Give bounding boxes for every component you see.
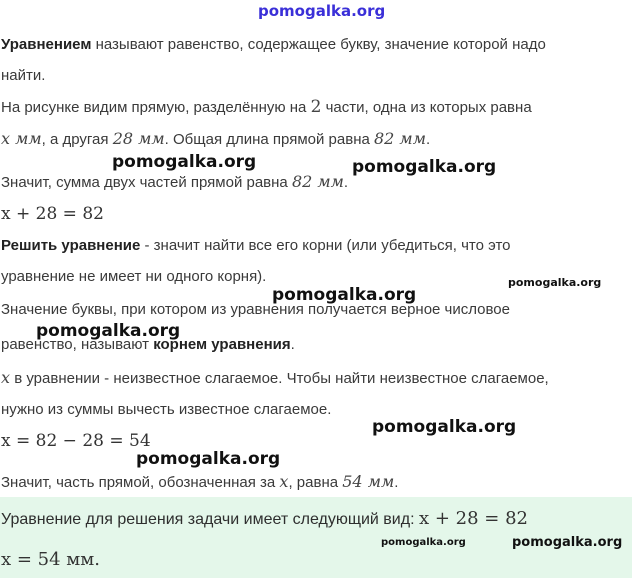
watermark-top: pomogalka.org bbox=[258, 2, 386, 20]
solve-continuation: уравнение не имеет ни одного корня). bbox=[1, 268, 267, 285]
root-text: Значение буквы, при котором из уравнения получается верное числовое bbox=[1, 301, 510, 318]
figure-text: , а другая bbox=[41, 131, 113, 148]
addend-line-1 bbox=[1, 368, 549, 389]
watermark: pomogalka.org bbox=[508, 276, 602, 289]
definition-line-1 bbox=[1, 35, 546, 55]
addend-continuation: нужно из суммы вычесть известное слагаемое. bbox=[1, 401, 332, 418]
watermark: pomogalka.org bbox=[381, 537, 466, 548]
equation-1: x + 28 = 82 bbox=[1, 204, 104, 224]
result-value: 54 мм bbox=[342, 472, 395, 491]
answer-line-1 bbox=[1, 508, 528, 530]
sum-text: Значит, сумма двух частей прямой равна bbox=[1, 174, 292, 191]
root-line-1 bbox=[1, 300, 510, 320]
result-text: . bbox=[394, 474, 399, 491]
answer-label: Уравнение для решения задачи имеет следующий вид: bbox=[1, 511, 419, 528]
sum-text: . bbox=[343, 174, 349, 191]
addend-text: в уравнении - неизвестное слагаемое. Чтобы найти неизвестное слагаемое, bbox=[10, 370, 549, 387]
watermark: pomogalka.org bbox=[512, 535, 623, 550]
result-line bbox=[1, 472, 398, 493]
answer-result-text: x = 54 мм. bbox=[1, 549, 101, 570]
addend-line-2 bbox=[1, 400, 331, 420]
variable-x: x bbox=[1, 368, 11, 387]
root-text: . bbox=[290, 336, 295, 353]
term-root: корнем уравнения bbox=[153, 336, 291, 353]
sum-value: 82 мм bbox=[291, 172, 344, 191]
solve-text: - значит найти все его корни (или убедиться, что это bbox=[140, 237, 511, 254]
watermark: pomogalka.org bbox=[112, 152, 257, 172]
part-28-value: 28 мм bbox=[112, 129, 165, 148]
definition-text: называют равенство, содержащее букву, значение которой надо bbox=[91, 36, 546, 53]
result-text: Значит, часть прямой, обозначенная за bbox=[1, 474, 280, 491]
solve-line-1 bbox=[1, 236, 511, 256]
parts-count: 2 bbox=[310, 97, 322, 117]
answer-equation: x + 28 = 82 bbox=[418, 508, 528, 529]
figure-line-2 bbox=[1, 129, 430, 150]
watermark: pomogalka.org bbox=[372, 417, 517, 437]
figure-text: . Общая длина прямой равна bbox=[164, 131, 374, 148]
watermark: pomogalka.org bbox=[36, 321, 181, 341]
watermark: pomogalka.org bbox=[352, 157, 497, 177]
solve-line-2 bbox=[1, 267, 266, 287]
answer-result bbox=[1, 549, 100, 571]
figure-text: . bbox=[425, 131, 431, 148]
term-solve-equation: Решить уравнение bbox=[1, 237, 141, 254]
equation-2: x = 82 − 28 = 54 bbox=[1, 431, 151, 451]
figure-text: На рисунке видим прямую, разделённую на bbox=[1, 99, 311, 116]
part-x-value: x мм bbox=[1, 129, 42, 148]
figure-text: части, одна из которых равна bbox=[321, 99, 532, 116]
total-length-value: 82 мм bbox=[373, 129, 426, 148]
figure-line-1 bbox=[1, 97, 532, 118]
result-text: , равна bbox=[288, 474, 343, 491]
sum-line bbox=[1, 172, 348, 193]
variable-x: x bbox=[279, 472, 289, 491]
watermark: pomogalka.org bbox=[272, 285, 417, 305]
definition-line-2 bbox=[1, 66, 45, 86]
watermark: pomogalka.org bbox=[136, 449, 281, 469]
term-equation: Уравнением bbox=[1, 36, 92, 53]
root-text: равенство, называют bbox=[1, 336, 154, 353]
definition-continuation: найти. bbox=[1, 67, 46, 84]
